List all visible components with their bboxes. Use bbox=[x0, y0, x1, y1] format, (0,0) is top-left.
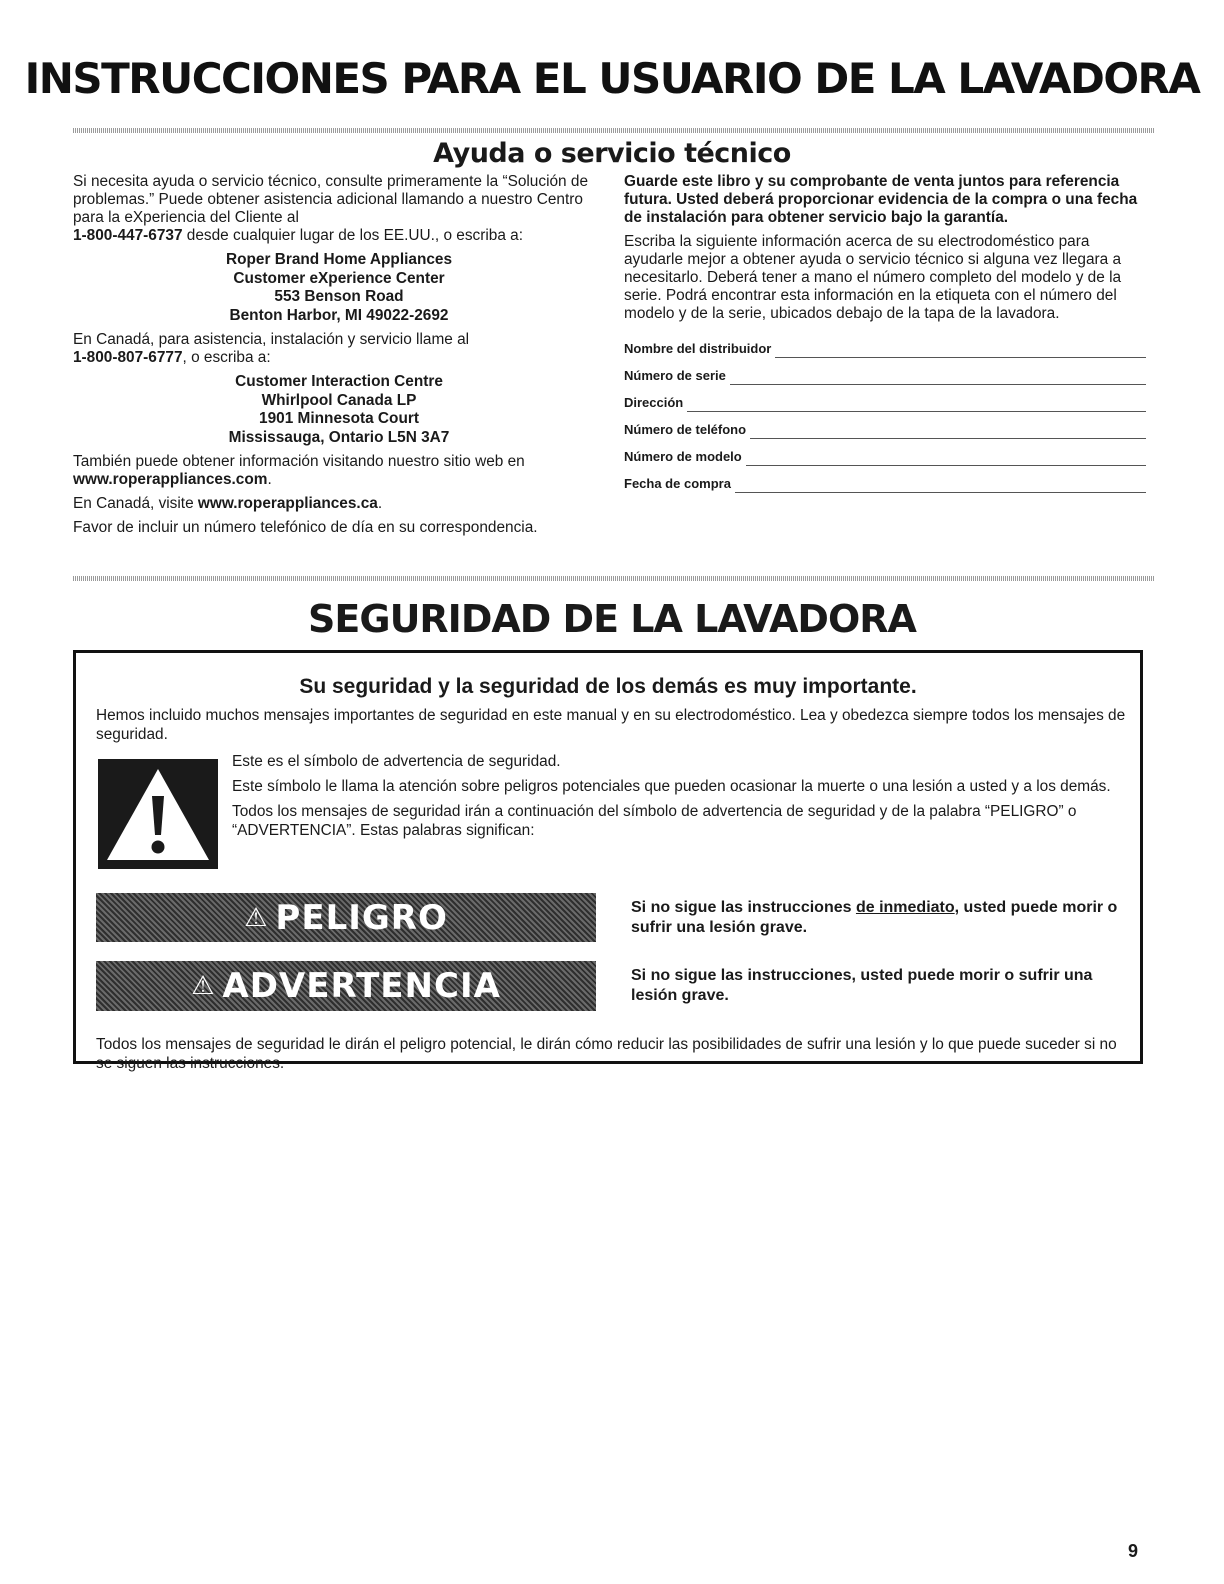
canada-phone: 1-800-807-6777 bbox=[73, 349, 183, 366]
phone-number-field[interactable]: Número de teléfono bbox=[624, 412, 1146, 439]
us-phone: 1-800-447-6737 bbox=[73, 227, 183, 244]
safety-footer: Todos los mensajes de seguridad le dirán el peligro potencial, le dirán cómo reducir las posibilidades de sufrir una lesión y lo que puede suceder si no se siguen las instrucciones. bbox=[96, 1036, 1117, 1072]
warning-description: Si no sigue las instrucciones, usted puede morir o sufrir una lesión grave. bbox=[631, 967, 1093, 1004]
warning-triangle-icon bbox=[98, 759, 218, 869]
purchase-date-field[interactable]: Fecha de compra bbox=[624, 466, 1146, 493]
keep-receipt-note: Guarde este libro y su comprobante de venta juntos para referencia futura. Usted deberá proporcionar evidencia de la compra o una fecha de instalación para obtener servicio bajo la garantía. bbox=[624, 173, 1138, 226]
web-info: También puede obtener información visitando nuestro sitio web en www.roperappliances.com. bbox=[73, 453, 525, 488]
address-field[interactable]: Dirección bbox=[624, 385, 1146, 412]
canada-web-info: En Canadá, visite www.roperappliances.ca. bbox=[73, 495, 383, 512]
records-column bbox=[624, 173, 1146, 493]
divider bbox=[73, 128, 1155, 133]
warning-signal-word: ⚠ ADVERTENCIA bbox=[96, 961, 596, 1011]
us-address: Roper Brand Home Appliances Customer eXperience Center 553 Benson Road Benton Harbor, MI 49022-2692 bbox=[225, 251, 453, 324]
alert-icon: ⚠ bbox=[244, 902, 268, 933]
safety-intro: Hemos incluido muchos mensajes importantes de seguridad en este manual y en su electrodoméstico. Lea y obedezca siempre todos los mensajes de seguridad. bbox=[96, 707, 1126, 743]
help-intro: Si necesita ayuda o servicio técnico, consulte primeramente la “Solución de problemas.” Puede obtener asistencia adicional llamando a nuestro Centro para la eXperiencia del Cliente al 1-800-447-6737 desde cualquier lugar de los EE.UU., o escriba a: bbox=[73, 173, 589, 244]
website-link[interactable]: www.roperappliances.com bbox=[73, 471, 268, 488]
danger-description: Si no sigue las instrucciones de inmediato, usted puede morir o sufrir una lesión grave. bbox=[631, 899, 1118, 936]
safety-box-title: Su seguridad y la seguridad de los demás es muy importante. bbox=[299, 675, 917, 698]
safety-title: SEGURIDAD DE LA LAVADORA bbox=[308, 597, 916, 641]
daytime-phone-note: Favor de incluir un número telefónico de día en su correspondencia. bbox=[73, 519, 538, 536]
canada-help: En Canadá, para asistencia, instalación y servicio llame al 1-800-807-6777, o escriba a: bbox=[73, 331, 470, 366]
section-subtitle: Ayuda o servicio técnico bbox=[433, 138, 791, 169]
serial-number-field[interactable]: Número de serie bbox=[624, 358, 1146, 385]
model-number-field[interactable]: Número de modelo bbox=[624, 439, 1146, 466]
alert-icon: ⚠ bbox=[191, 971, 215, 1001]
canada-address: Customer Interaction Centre Whirlpool Canada LP 1901 Minnesota Court Mississauga, Ontario L5N 3A7 bbox=[228, 373, 450, 446]
canada-website-link[interactable]: www.roperappliances.ca bbox=[197, 495, 378, 512]
symbol-explanation: Este es el símbolo de advertencia de seguridad. Este símbolo le llama la atención sobre peligros potenciales que pueden ocasionar la muerte o una lesión a usted y a los demás. Todos los mensajes de seguridad irán a continuación del símbolo de advertencia de seguridad y de la palabra “PELIGRO” o “ADVERTENCIA”. Estas palabras significan: bbox=[232, 753, 1111, 839]
dealer-name-field[interactable]: Nombre del distribuidor bbox=[624, 331, 1146, 358]
record-form bbox=[624, 331, 1146, 493]
record-info-text: Escriba la siguiente información acerca de su electrodoméstico para ayudarle mejor a obtener ayuda o servicio técnico si alguna vez llegara a necesitarlo. Deberá tener a mano el número completo del modelo y de la serie. Podrá encontrar esta información en la etiqueta con el número del modelo y de la serie, ubicados debajo de la tapa de la lavadora. bbox=[624, 233, 1122, 322]
page-number: 9 bbox=[1128, 1541, 1139, 1561]
divider bbox=[73, 576, 1155, 581]
page-title: INSTRUCCIONES PARA EL USUARIO DE LA LAVADORA bbox=[24, 54, 1200, 103]
help-column bbox=[73, 173, 605, 543]
danger-signal-word: ⚠ PELIGRO bbox=[96, 893, 596, 942]
safety-box bbox=[73, 650, 1143, 1072]
